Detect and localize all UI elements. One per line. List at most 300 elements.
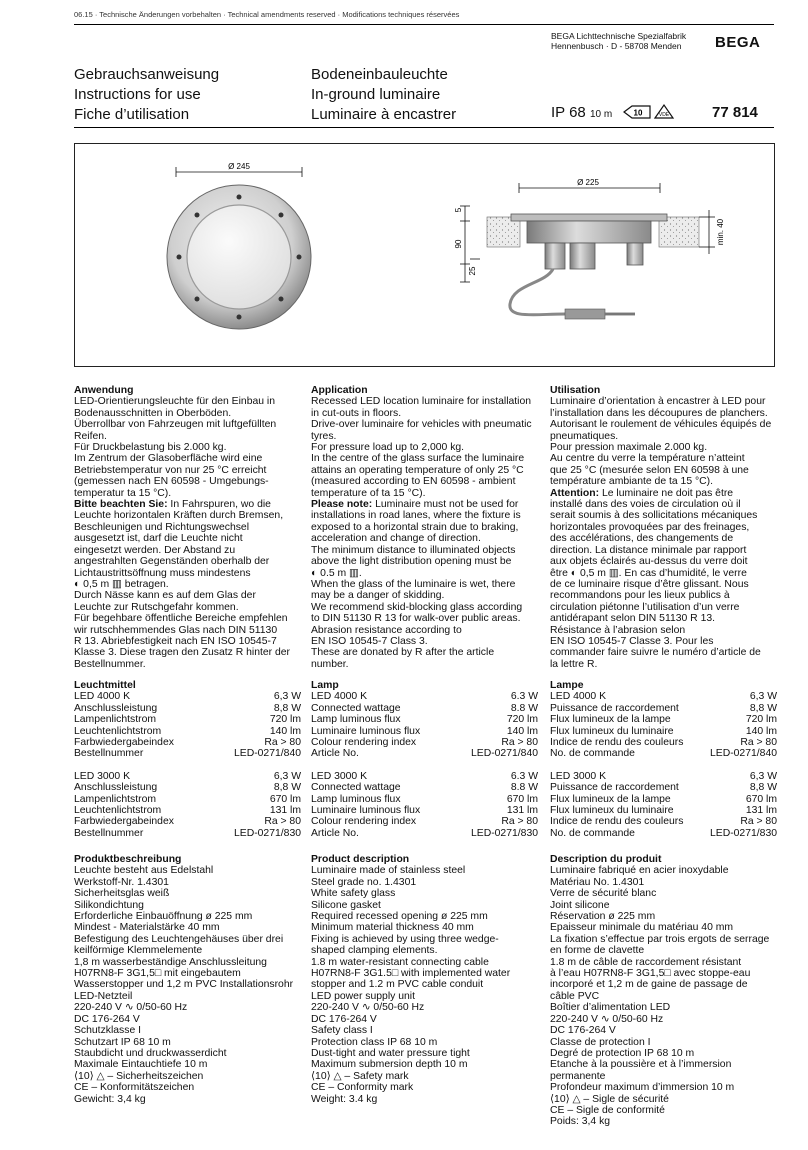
text-line: serait soumis à des sollicitations mécaniques xyxy=(550,510,758,522)
spec-row xyxy=(550,771,777,782)
spec-row xyxy=(311,748,538,759)
text-line: pneumatiques. xyxy=(550,430,619,442)
spec-row xyxy=(550,748,777,759)
spec-label: Leuchtenlichtstrom xyxy=(74,725,162,737)
text-line: number. xyxy=(311,658,349,670)
ip-depth: 10 m xyxy=(589,109,613,120)
spec-label: Flux lumineux de la lampe xyxy=(550,793,671,805)
spec-value: 720 lm xyxy=(745,714,777,726)
note-lines-de xyxy=(74,510,301,670)
spec-row xyxy=(74,703,301,714)
text-line: Safety class I xyxy=(311,1025,373,1037)
text-line: Für begehbare öffentliche Bereiche empfehlen xyxy=(74,613,288,625)
floor-left xyxy=(487,217,520,247)
text-line: Profondeur maximum d’immersion 10 m xyxy=(550,1082,735,1094)
brand-logo: BEGA xyxy=(715,34,761,51)
spec-row xyxy=(74,794,301,805)
product-lines-de xyxy=(74,865,301,1105)
spec-row xyxy=(311,726,538,737)
product-lines-fr xyxy=(550,865,777,1127)
spec-value: LED-0271/840 xyxy=(470,748,538,760)
spec-value: 131 lm xyxy=(745,805,777,817)
text-line: être ◐ 0,5 m ▥. En cas d’humidité, le verre xyxy=(550,567,747,579)
spec-value: 8.8 W xyxy=(510,702,538,714)
text-line: circulation piétonne l’utilisation d’un verre xyxy=(550,601,740,613)
spec-label: Farbwiedergabeindex xyxy=(74,737,174,749)
text-line: de ce luminaire risque d’être glissant. Nous xyxy=(550,578,749,590)
doc-title-fr: Fiche d’utilisation xyxy=(74,106,190,123)
spec-value: Ra > 80 xyxy=(501,816,538,828)
text-line: Luminaire d’orientation à encastrer à LED pour xyxy=(550,396,766,408)
text-line: Drive-over luminaire for vehicles with pneumatic xyxy=(311,419,532,431)
text-line: Erforderliche Einbauöffnung ø 225 mm xyxy=(74,911,253,923)
spec-row xyxy=(550,726,777,737)
text-line: Matériau No. 1.4301 xyxy=(550,876,645,888)
text-line: Wasserstopper und 1,2 m PVC Installationsrohr xyxy=(74,979,294,991)
spec-value: 670 lm xyxy=(745,793,777,805)
text-line: CE – Conformity mark xyxy=(311,1082,414,1094)
text-line: l’installation dans les découpures de planchers. xyxy=(550,407,768,419)
spec-value: 8.8 W xyxy=(510,782,538,794)
spec-value: 8,8 W xyxy=(273,782,301,794)
spec-value: LED-0271/830 xyxy=(233,827,301,839)
spec-label: Luminaire luminous flux xyxy=(311,805,421,817)
text-line: For pressure load up to 2,000 kg. xyxy=(311,442,465,454)
spec-row xyxy=(74,714,301,725)
spec-row xyxy=(311,805,538,816)
product-heading-de: Produktbeschreibung xyxy=(74,854,182,865)
text-line: Degré de protection IP 68 10 m xyxy=(550,1047,695,1059)
text-line: Autorisant le roulement de véhicules équipés de xyxy=(550,419,772,431)
spec-value: LED-0271/830 xyxy=(470,827,538,839)
text-line: à l’eau H07RN8-F 3G1,5□ avec stoppe-eau xyxy=(550,968,751,980)
text-line: Staubdicht und druckwasserdicht xyxy=(74,1047,227,1059)
spec-label: Lampenlichtstrom xyxy=(74,714,157,726)
spec-label: Bestellnummer xyxy=(74,748,144,760)
spec-row xyxy=(550,714,777,725)
spec-label: Connected wattage xyxy=(311,782,401,794)
spec-row xyxy=(550,794,777,805)
text-line: câble PVC xyxy=(550,990,600,1002)
spec-label: Farbwiedergabeindex xyxy=(74,816,174,828)
spec-label: Anschlussleistung xyxy=(74,702,158,714)
text-line: (measured according to EN 60598 - ambient xyxy=(311,476,516,488)
spec-row xyxy=(550,782,777,793)
text-line: temperatur ta 15 °C). xyxy=(74,487,172,499)
spec-value: 670 lm xyxy=(506,793,538,805)
safety-marks-icon xyxy=(622,103,678,121)
luminaire-flange xyxy=(511,214,667,221)
application-de xyxy=(74,385,301,670)
spec-value: 6,3 W xyxy=(749,691,777,703)
text-line: Maximale Eintauchtiefe 10 m xyxy=(74,1059,208,1071)
text-line: LED-Orientierungsleuchte für den Einbau in xyxy=(74,396,276,408)
text-line: stopper and 1.2 m PVC cable conduit xyxy=(311,979,484,991)
application-lines-de xyxy=(74,396,301,499)
text-line: Für Druckbelastung bis 2.000 kg. xyxy=(74,442,227,454)
text-line: 1.8 m de câble de raccordement résistant xyxy=(550,956,742,968)
spec-row xyxy=(311,771,538,782)
application-heading-fr: Utilisation xyxy=(550,385,601,396)
lamp-table-en xyxy=(311,691,538,839)
text-line: temperature of ta 15 °C). xyxy=(311,487,426,499)
lamp-de xyxy=(74,680,301,839)
text-line: Abrasion resistance according to xyxy=(311,624,462,636)
spec-label: Leuchtenlichtstrom xyxy=(74,805,162,817)
spec-row xyxy=(311,737,538,748)
spec-row xyxy=(311,691,538,702)
spec-row xyxy=(550,691,777,702)
text-line: tyres. xyxy=(311,430,337,442)
text-line: 1,8 m wasserbeständige Anschlussleitung xyxy=(74,956,267,968)
text-line: Protection class IP 68 10 m xyxy=(311,1036,438,1048)
product-title-de: Bodeneinbauleuchte xyxy=(311,66,448,83)
dim-245: Ø 245 xyxy=(228,162,250,171)
text-line: Weight: 3.4 kg xyxy=(311,1093,378,1105)
spec-value: 131 lm xyxy=(506,805,538,817)
cable-conduit xyxy=(565,309,605,319)
spec-row xyxy=(311,782,538,793)
text-line: Beschleunigen und Richtungswechsel xyxy=(74,521,250,533)
spec-value: Ra > 80 xyxy=(264,737,301,749)
note-label-fr: Attention: xyxy=(550,487,600,499)
text-line: shaped clamping elements. xyxy=(311,945,438,957)
spec-label: Indice de rendu des couleurs xyxy=(550,816,684,828)
text-line: Dust-tight and water pressure tight xyxy=(311,1047,470,1059)
application-heading-de: Anwendung xyxy=(74,385,134,396)
spec-label: Bestellnummer xyxy=(74,827,144,839)
text-line: R 13. Abriebfestigkeit nach EN ISO 10545-7 xyxy=(74,635,277,647)
text-line: (gemessen nach EN 60598 - Umgebungs- xyxy=(74,476,269,488)
text-line: Silikondichtung xyxy=(74,899,144,911)
text-line: que 25 °C (mesurée selon EN 60598 à une xyxy=(550,464,749,476)
note-lines-en xyxy=(311,510,538,670)
spec-label: Puissance de raccordement xyxy=(550,782,679,794)
text-line: recommandons pour les lieux publics à xyxy=(550,590,730,602)
text-line: Bodenausschnitten in Oberböden. xyxy=(74,407,232,419)
text-line: La fixation s’effectue par trois ergots de serrage xyxy=(550,933,770,945)
text-line: ◐ 0,5 m ▥ betragen. xyxy=(74,578,169,590)
text-line: en forme de clavette xyxy=(550,945,645,957)
spec-value: Ra > 80 xyxy=(740,816,777,828)
application-lines-en xyxy=(311,396,538,499)
text-line: Etanche à la poussière et à l’immersion xyxy=(550,1059,732,1071)
text-line: ◐ 0.5 m ▥. xyxy=(311,567,362,579)
spec-row xyxy=(550,703,777,714)
spec-row xyxy=(311,714,538,725)
spec-row xyxy=(74,748,301,759)
company-address xyxy=(551,31,686,51)
spec-row xyxy=(74,782,301,793)
text-line: When the glass of the luminaire is wet, there xyxy=(311,578,516,590)
text-line: Réservation ø 225 mm xyxy=(550,911,656,923)
spec-label: Flux lumineux du luminaire xyxy=(550,725,674,737)
text-line: above the light distribution opening must be xyxy=(311,556,512,568)
text-line: Mindest - Materialstärke 40 mm xyxy=(74,922,220,934)
lamp-table-fr xyxy=(550,691,777,839)
spec-label: Anschlussleistung xyxy=(74,782,158,794)
spec-label: Flux lumineux de la lampe xyxy=(550,714,671,726)
product-fr xyxy=(550,854,777,1128)
text-line: attains an operating temperature of only 25 °C xyxy=(311,464,524,476)
text-line: Sicherheitsglas weiß xyxy=(74,888,170,900)
spec-row xyxy=(311,828,538,839)
text-line: Poids: 3,4 kg xyxy=(550,1116,611,1128)
revision-line: 06.15 · Technische Änderungen vorbehalten · Technical amendments reserved · Modifications techniques réservées xyxy=(74,10,460,19)
spec-label: Connected wattage xyxy=(311,702,401,714)
text-line: Au centre du verre la température n’atteint xyxy=(550,453,745,465)
product-drawing xyxy=(75,144,774,366)
spec-value: 140 lm xyxy=(269,725,301,737)
doc-title-en: Instructions for use xyxy=(74,86,201,103)
text-line: commander faire suivre le numéro d’article de xyxy=(550,647,761,659)
text-line: The minimum distance to illuminated objects xyxy=(311,544,516,556)
spec-label: Colour rendering index xyxy=(311,816,417,828)
text-line: LED-Netzteil xyxy=(74,990,133,1002)
note-label-de: Bitte beachten Sie: xyxy=(74,499,168,511)
text-line: des accélérations, des changements de xyxy=(550,533,734,545)
article-number: 77 814 xyxy=(712,104,758,121)
spec-row xyxy=(311,703,538,714)
dim-225: Ø 225 xyxy=(577,178,599,187)
text-line: température ambiante de ta 15 °C). xyxy=(550,476,713,488)
dim-25: 25 xyxy=(468,266,477,276)
text-line: H07RN8-F 3G1.5□ with implemented water xyxy=(311,968,511,980)
text-line: Maximum submersion depth 10 m xyxy=(311,1059,468,1071)
ip-rating xyxy=(551,104,612,121)
spec-row xyxy=(74,691,301,702)
text-line: Befestigung des Leuchtengehäuses über drei xyxy=(74,933,284,945)
spec-value: 720 lm xyxy=(506,714,538,726)
text-line: keilförmige Klemmelemente xyxy=(74,945,203,957)
text-line: Lichtaustrittsöffnung muss mindestens xyxy=(74,567,251,579)
lamp-heading-en: Lamp xyxy=(311,680,339,691)
text-line: Werkstoff-Nr. 1.4301 xyxy=(74,876,169,888)
text-line: DC 176-264 V xyxy=(311,1013,377,1025)
text-line: 1.8 m water-resistant connecting cable xyxy=(311,956,489,968)
text-line: Leuchte horizontalen Kräften durch Bremsen, xyxy=(74,510,284,522)
text-line: In the centre of the glass surface the luminaire xyxy=(311,453,525,465)
text-line: ⟨10⟩ △ – Sigle de sécurité xyxy=(550,1093,669,1105)
application-en xyxy=(311,385,538,670)
svg-text:VDE: VDE xyxy=(658,112,670,118)
doc-title-de: Gebrauchsanweisung xyxy=(74,66,220,83)
spec-row xyxy=(74,816,301,827)
spec-row xyxy=(550,805,777,816)
application-fr xyxy=(550,385,777,670)
text-line: Bestellnummer. xyxy=(74,658,146,670)
title-rule xyxy=(74,127,774,128)
text-line: LED power supply unit xyxy=(311,990,415,1002)
text-line: Joint silicone xyxy=(550,899,610,911)
lamp-table-de xyxy=(74,691,301,839)
spec-value: 670 lm xyxy=(269,793,301,805)
spec-label: Article No. xyxy=(311,748,359,760)
product-titles xyxy=(311,65,456,125)
lamp-heading-fr: Lampe xyxy=(550,680,584,691)
text-line: White safety glass xyxy=(311,888,396,900)
text-line: DC 176-264 V xyxy=(74,1013,140,1025)
company-name: BEGA Lichttechnische Spezialfabrik xyxy=(551,31,687,41)
spec-value: 8,8 W xyxy=(749,702,777,714)
text-line: 220-240 V ∿ 0/50-60 Hz xyxy=(74,1002,188,1014)
text-line: Epaisseur minimale du matériau 40 mm xyxy=(550,922,734,934)
text-line: CE – Konformitätszeichen xyxy=(74,1082,195,1094)
spec-value: 6,3 W xyxy=(273,691,301,703)
text-line: 220-240 V ∿ 0/50-60 Hz xyxy=(550,1013,664,1025)
text-line: Classe de protection I xyxy=(550,1036,651,1048)
spec-value: Ra > 80 xyxy=(740,737,777,749)
text-line: installé dans des voies de circulation où il xyxy=(550,499,741,511)
text-line: DC 176-264 V xyxy=(550,1025,616,1037)
spec-label: LED 4000 K xyxy=(74,691,131,703)
spec-row xyxy=(550,737,777,748)
text-line: Résistance à l’abrasion selon xyxy=(550,624,686,636)
product-heading-fr: Description du produit xyxy=(550,854,662,865)
connection-cable xyxy=(510,269,635,315)
text-line: incorporé et 1,2 m de gaine de passage de xyxy=(550,979,748,991)
spec-value: 140 lm xyxy=(506,725,538,737)
spec-value: 6.3 W xyxy=(510,770,538,782)
application-heading-en: Application xyxy=(311,385,368,396)
spec-value: Ra > 80 xyxy=(501,737,538,749)
text-line: These are donated by R after the article xyxy=(311,647,495,659)
text-line: antidérapant selon DIN 51130 R 13. xyxy=(550,613,716,625)
text-line: Steel grade no. 1.4301 xyxy=(311,876,417,888)
dim-90: 90 xyxy=(454,239,463,249)
spec-value: 140 lm xyxy=(745,725,777,737)
text-line: aux objets éclairés au-dessus du verre doit xyxy=(550,556,748,568)
spec-label: Article No. xyxy=(311,827,359,839)
company-city: Hennenbusch · D - 58708 Menden xyxy=(551,41,682,51)
text-line: Durch Nässe kann es auf dem Glas der xyxy=(74,590,256,602)
text-line: Schutzklasse I xyxy=(74,1025,141,1037)
text-line: in cut-outs in floors. xyxy=(311,407,402,419)
text-line: Gewicht: 3,4 kg xyxy=(74,1093,146,1105)
text-line: Luminaire made of stainless steel xyxy=(311,865,466,877)
luminaire-glass xyxy=(187,205,291,309)
product-title-en: In-ground luminaire xyxy=(311,86,441,103)
text-line: Pour pression maximale 2.000 kg. xyxy=(550,442,708,454)
svg-text:10: 10 xyxy=(633,108,643,118)
spec-label: Flux lumineux du luminaire xyxy=(550,805,674,817)
spec-label: LED 3000 K xyxy=(311,770,368,782)
text-line: ⟨10⟩ △ – Sicherheitszeichen xyxy=(74,1070,204,1082)
text-line: wir rutschhemmendes Glas nach DIN 51130 xyxy=(74,624,278,636)
product-lines-en xyxy=(311,865,538,1105)
spec-row xyxy=(311,794,538,805)
note-first-de: In Fahrspuren, wo die xyxy=(167,499,271,511)
spec-row xyxy=(74,737,301,748)
ip-value: IP 68 xyxy=(551,104,586,121)
spec-value: LED-0271/830 xyxy=(709,827,777,839)
text-line: acceleration and change of direction. xyxy=(311,533,481,545)
text-line: Fixing is achieved by using three wedge- xyxy=(311,933,499,945)
spec-value: 8,8 W xyxy=(749,782,777,794)
text-line: Betriebstemperatur von nur 25 °C erreicht xyxy=(74,464,267,476)
text-line: Reifen. xyxy=(74,430,107,442)
text-line: permanente xyxy=(550,1070,606,1082)
text-line: Leuchte zur Rutschgefahr kommen. xyxy=(74,601,239,613)
spec-label: LED 3000 K xyxy=(74,770,131,782)
spec-label: Luminaire luminous flux xyxy=(311,725,421,737)
spec-row xyxy=(74,726,301,737)
text-line: Required recessed opening ø 225 mm xyxy=(311,911,488,923)
application-lines-fr xyxy=(550,396,777,487)
document-titles xyxy=(74,65,219,125)
spec-row xyxy=(74,771,301,782)
text-line: CE – Sigle de conformité xyxy=(550,1104,665,1116)
text-line: direction. La distance minimale par rapport xyxy=(550,544,747,556)
product-title-fr: Luminaire à encastrer xyxy=(311,106,457,123)
spec-row xyxy=(550,816,777,827)
text-line: We recommend skid-blocking glass according xyxy=(311,601,523,613)
text-line: Überrollbar von Fahrzeugen mit luftgefüllten xyxy=(74,419,277,431)
spec-label: Colour rendering index xyxy=(311,737,417,749)
dim-5: 5 xyxy=(454,207,463,213)
text-line: Leuchte besteht aus Edelstahl xyxy=(74,865,214,877)
spec-value: LED-0271/840 xyxy=(233,748,301,760)
luminaire-housing xyxy=(527,221,651,243)
text-line: Verre de sécurité blanc xyxy=(550,888,657,900)
spec-label: No. de commande xyxy=(550,748,635,760)
spec-label: LED 3000 K xyxy=(550,770,607,782)
spec-value: 720 lm xyxy=(269,714,301,726)
spec-value: 6,3 W xyxy=(273,770,301,782)
lamp-en xyxy=(311,680,538,839)
spec-label: No. de commande xyxy=(550,827,635,839)
spec-label: Indice de rendu des couleurs xyxy=(550,737,684,749)
text-line: la lettre R. xyxy=(550,658,598,670)
text-line: 220-240 V ∿ 0/50-60 Hz xyxy=(311,1002,425,1014)
text-line: Minimum material thickness 40 mm xyxy=(311,922,474,934)
note-first-en: Luminaire must not be used for xyxy=(372,499,519,511)
spec-label: Lamp luminous flux xyxy=(311,793,401,805)
text-line: Boîtier d’alimentation LED xyxy=(550,1002,671,1014)
lamp-fr xyxy=(550,680,777,839)
text-line: Recessed LED location luminaire for installation xyxy=(311,396,532,408)
text-line: installations in road lanes, where the fixture is xyxy=(311,510,521,522)
product-en xyxy=(311,854,538,1105)
note-first-fr: Le luminaire ne doit pas être xyxy=(599,487,734,499)
spec-value: Ra > 80 xyxy=(264,816,301,828)
text-line: eingesetzt werden. Der Abstand zu xyxy=(74,544,236,556)
product-drawing-frame xyxy=(74,143,775,367)
floor-right xyxy=(659,217,699,247)
top-rule xyxy=(74,24,774,25)
dim-min40: min. 40 xyxy=(716,218,725,246)
text-line: EN ISO 10545-7 Class 3. xyxy=(311,635,428,647)
spec-row xyxy=(550,828,777,839)
spec-row xyxy=(311,816,538,827)
text-line: exposed to a horizontal strain due to braking, xyxy=(311,521,519,533)
spec-label: Puissance de raccordement xyxy=(550,702,679,714)
text-line: angestrahlten Gegenständen oberhalb der xyxy=(74,556,270,568)
text-line: Schutzart IP 68 10 m xyxy=(74,1036,171,1048)
spec-label: LED 4000 K xyxy=(550,691,607,703)
note-lines-fr xyxy=(550,499,777,670)
text-line: to DIN 51130 R 13 for walk-over public areas. xyxy=(311,613,521,625)
lamp-heading-de: Leuchtmittel xyxy=(74,680,136,691)
text-line: Luminaire fabriqué en acier inoxydable xyxy=(550,865,729,877)
note-label-en: Please note: xyxy=(311,499,373,511)
spec-label: Lamp luminous flux xyxy=(311,714,401,726)
spec-value: 6.3 W xyxy=(510,691,538,703)
product-heading-en: Product description xyxy=(311,854,410,865)
spec-value: LED-0271/840 xyxy=(709,748,777,760)
text-line: ⟨10⟩ △ – Safety mark xyxy=(311,1070,409,1082)
text-line: Klasse 3. Diese tragen den Zusatz R hinter der xyxy=(74,647,291,659)
